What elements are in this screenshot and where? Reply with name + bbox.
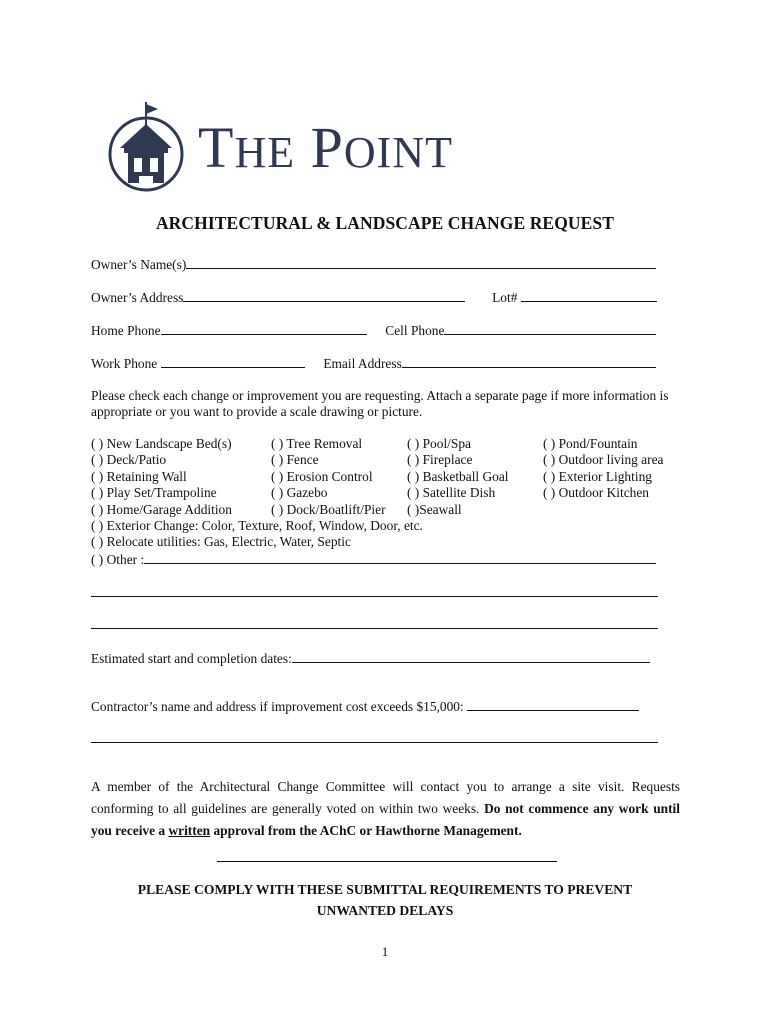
option-deck-patio[interactable]: ( ) Deck/Patio (91, 452, 167, 468)
dates-row (91, 650, 650, 667)
dates-label: Estimated start and completion dates: (91, 651, 292, 666)
other-field[interactable] (144, 551, 656, 564)
email-label: Email Address (323, 356, 402, 371)
email-field[interactable] (402, 355, 656, 368)
option-home-garage-addition[interactable]: ( ) Home/Garage Addition (91, 501, 232, 517)
owners-address-label: Owner’s Address (91, 290, 184, 305)
contractor-label: Contractor’s name and address if improvement cost exceeds $15,000: (91, 699, 464, 714)
option-exterior-lighting[interactable]: ( ) Exterior Lighting (543, 468, 652, 484)
option-retaining-wall[interactable]: ( ) Retaining Wall (91, 468, 187, 484)
option-new-landscape-bed[interactable]: ( ) New Landscape Bed(s) (91, 436, 232, 451)
cell-phone-field[interactable] (444, 322, 656, 335)
option-erosion-control[interactable]: ( ) Erosion Control (271, 468, 373, 484)
option-fireplace[interactable]: ( ) Fireplace (407, 452, 473, 468)
option-pool-spa[interactable]: ( ) Pool/Spa (407, 436, 471, 451)
option-pond-fountain[interactable]: ( ) Pond/Fountain (543, 436, 638, 451)
phone-row (91, 322, 656, 339)
cell-phone-label: Cell Phone (385, 323, 445, 338)
option-outdoor-living-area[interactable]: ( ) Outdoor living area (543, 452, 664, 468)
other-continuation-line-2[interactable] (91, 628, 658, 629)
contractor-continuation-line[interactable] (91, 742, 658, 743)
divider-line (217, 861, 557, 862)
instructions-text: Please check each change or improvement you are requesting. Attach a separate page if more information is appropriate or you want to provide a scale drawing or picture. (91, 388, 669, 419)
option-play-set-trampoline[interactable]: ( ) Play Set/Trampoline (91, 485, 217, 501)
option-relocate-utilities[interactable]: ( ) Relocate utilities: Gas, Electric, Water, Septic (91, 534, 351, 550)
contractor-row (91, 698, 639, 715)
page-number: 1 (381, 944, 389, 959)
option-satellite-dish[interactable]: ( ) Satellite Dish (407, 485, 496, 501)
owners-address-row (91, 289, 657, 306)
owners-name-label: Owner’s Name(s) (91, 257, 187, 272)
option-seawall[interactable]: ( )Seawall (407, 501, 462, 517)
owners-name-field[interactable] (186, 256, 656, 269)
option-fence[interactable]: ( ) Fence (271, 452, 319, 468)
form-title: ARCHITECTURAL & LANDSCAPE CHANGE REQUEST (155, 213, 615, 233)
option-basketball-goal[interactable]: ( ) Basketball Goal (407, 468, 509, 484)
comply-notice: PLEASE COMPLY WITH THESE SUBMITTAL REQUIREMENTS TO PREVENT UNWANTED DELAYS (137, 882, 633, 918)
option-other[interactable]: ( ) Other : (91, 551, 656, 568)
owners-address-field[interactable] (183, 289, 465, 302)
option-tree-removal[interactable]: ( ) Tree Removal (271, 436, 363, 451)
lot-field[interactable] (521, 289, 657, 302)
the-point-logo (106, 100, 506, 192)
home-phone-label: Home Phone (91, 323, 161, 338)
option-outdoor-kitchen[interactable]: ( ) Outdoor Kitchen (543, 485, 649, 501)
contractor-field[interactable] (467, 698, 639, 711)
logo-wordmark: THE POINT (198, 115, 453, 180)
dates-field[interactable] (292, 650, 650, 663)
other-continuation-line-1[interactable] (91, 596, 658, 597)
option-exterior-change[interactable]: ( ) Exterior Change: Color, Texture, Roof, Window, Door, etc. (91, 517, 423, 533)
work-phone-field[interactable] (161, 355, 305, 368)
committee-notice: A member of the Architectural Change Committee will contact you to arrange a site visit. Requests conforming to all guidelines are generally voted on within two weeks. Do not commence any work until you receive a written approval from the AChC or Hawthorne Management. (91, 779, 680, 838)
option-gazebo[interactable]: ( ) Gazebo (271, 485, 328, 501)
work-phone-label: Work Phone (91, 356, 158, 371)
option-dock-boatlift-pier[interactable]: ( ) Dock/Boatlift/Pier (271, 501, 386, 517)
home-phone-field[interactable] (161, 322, 367, 335)
lighthouse-emblem-icon (106, 100, 186, 192)
owners-name-row (91, 256, 656, 273)
work-email-row (91, 355, 656, 372)
lot-label: Lot# (492, 290, 518, 305)
